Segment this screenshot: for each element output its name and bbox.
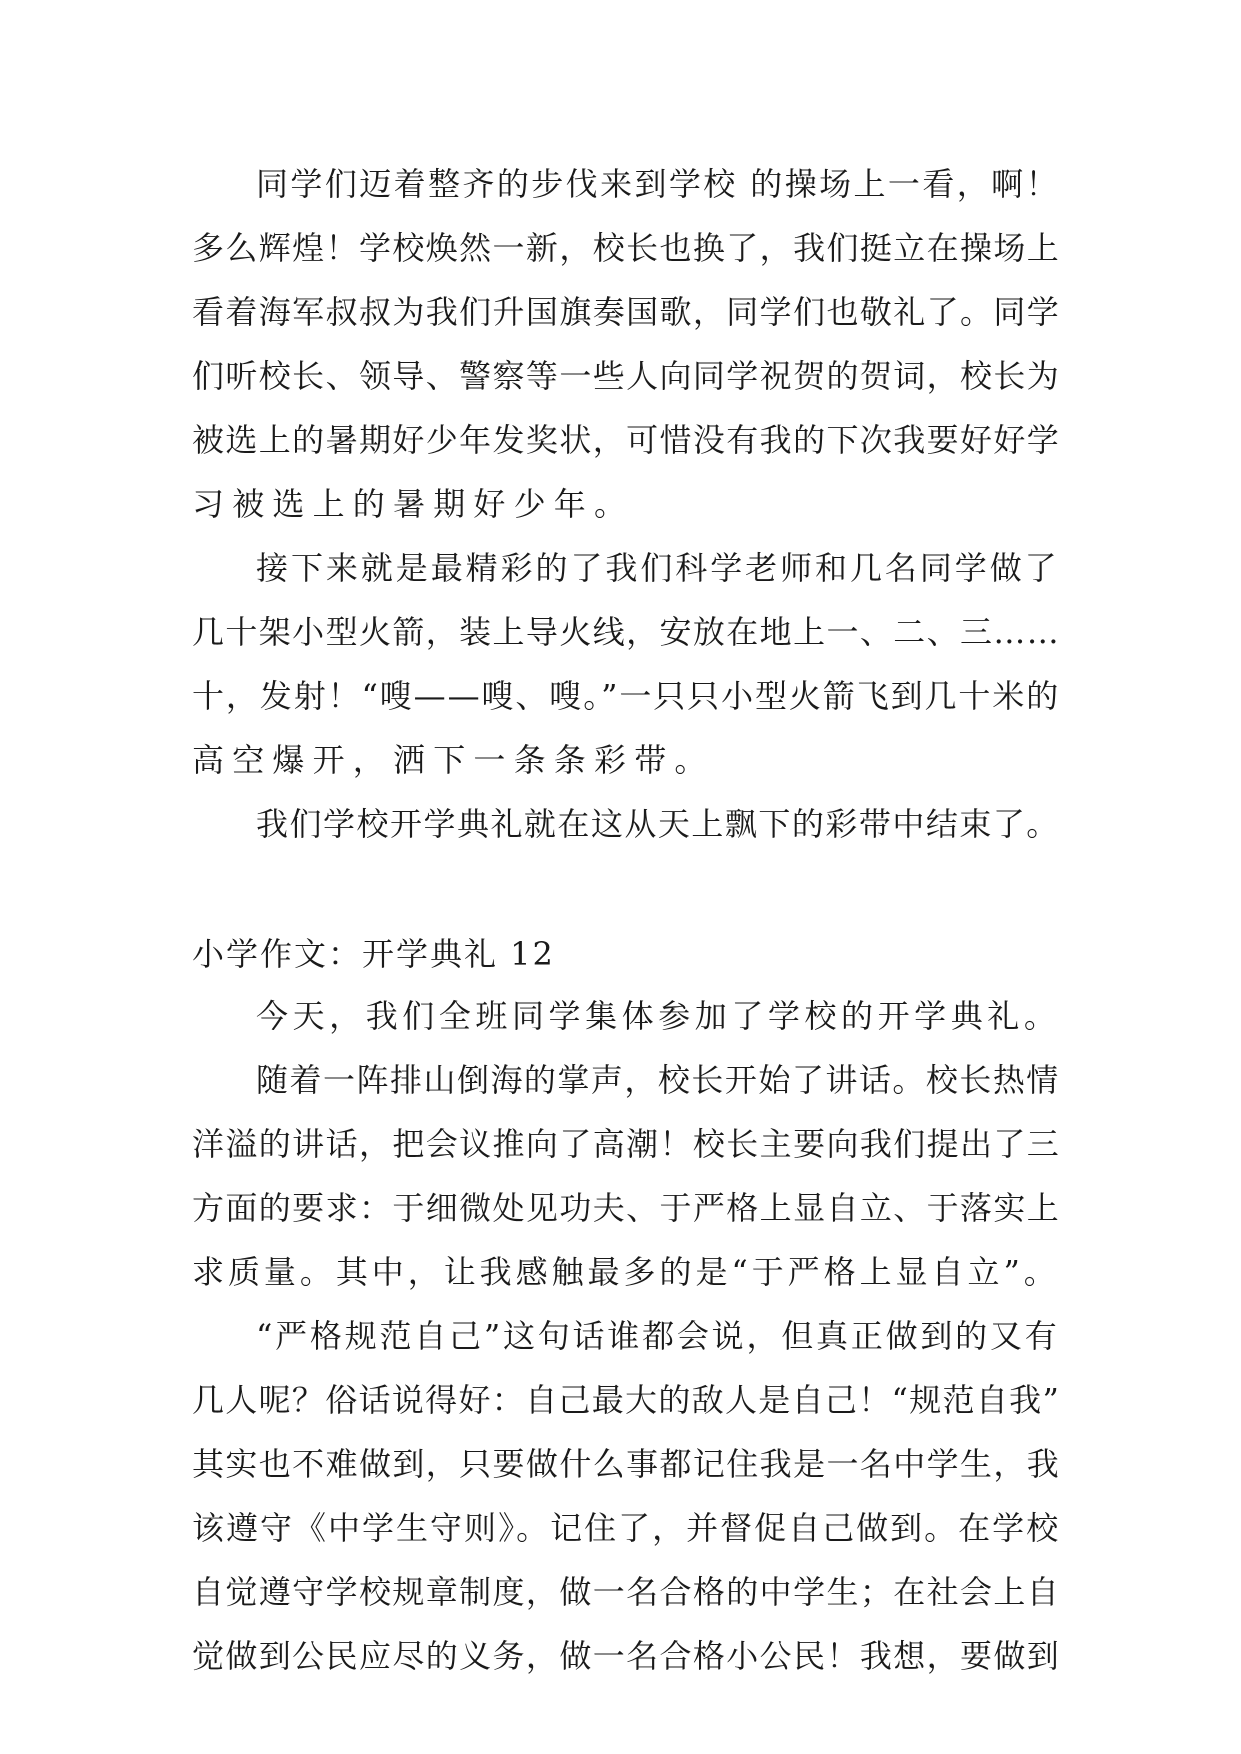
paragraph-line: 求质量。其中，让我感触最多的是“于严格上显自立”。 [192,1253,1060,1291]
paragraph-line: 多么辉煌！学校焕然一新，校长也换了，我们挺立在操场上 [192,229,1061,267]
paragraph-line: 高空爆开，洒下一条条彩带。 [192,741,715,779]
paragraph-line: 自觉遵守学校规章制度，做一名合格的中学生；在社会上自 [192,1573,1061,1611]
paragraph-line: 几人呢？俗话说得好：自己最大的敌人是自己！“规范自我” [192,1381,1061,1419]
paragraph-line: 习被选上的暑期好少年。 [192,485,635,523]
paragraph-line: 们听校长、领导、警察等一些人向同学祝贺的贺词，校长为 [192,357,1061,395]
paragraph-line: 其实也不难做到，只要做什么事都记住我是一名中学生，我 [192,1445,1061,1483]
paragraph-line: 被选上的暑期好少年发奖状，可惜没有我的下次我要好好学 [192,421,1061,459]
paragraph-line: 十，发射！“嗖——嗖、嗖。”一只只小型火箭飞到几十米的 [192,677,1061,715]
paragraph-line: 我们学校开学典礼就在这从天上飘下的彩带中结束了。 [256,805,1060,843]
paragraph-line: 洋溢的讲话，把会议推向了高潮！校长主要向我们提出了三 [192,1125,1061,1163]
section-heading: 小学作文：开学典礼 12 [192,935,555,973]
paragraph-line: 看着海军叔叔为我们升国旗奏国歌，同学们也敬礼了。同学 [192,293,1061,331]
paragraph-line: 方面的要求：于细微处见功夫、于严格上显自立、于落实上 [192,1189,1061,1227]
paragraph-line: 觉做到公民应尽的义务，做一名合格小公民！我想，要做到 [192,1637,1061,1675]
paragraph-line: 今天，我们全班同学集体参加了学校的开学典礼。 [256,997,1061,1035]
paragraph-line: 该遵守《中学生守则》。记住了，并督促自己做到。在学校 [192,1509,1061,1547]
paragraph-line: 接下来就是最精彩的了我们科学老师和几名同学做了 [256,549,1060,587]
paragraph-line: 几十架小型火箭，装上导火线，安放在地上一、二、三…… [192,613,1061,651]
paragraph-line: 随着一阵排山倒海的掌声，校长开始了讲话。校长热情 [256,1061,1060,1099]
paragraph-line: “严格规范自己”这句话谁都会说，但真正做到的又有 [256,1317,1060,1355]
paragraph-line: 同学们迈着整齐的步伐来到学校 的操场上一看，啊！ [256,165,1060,203]
